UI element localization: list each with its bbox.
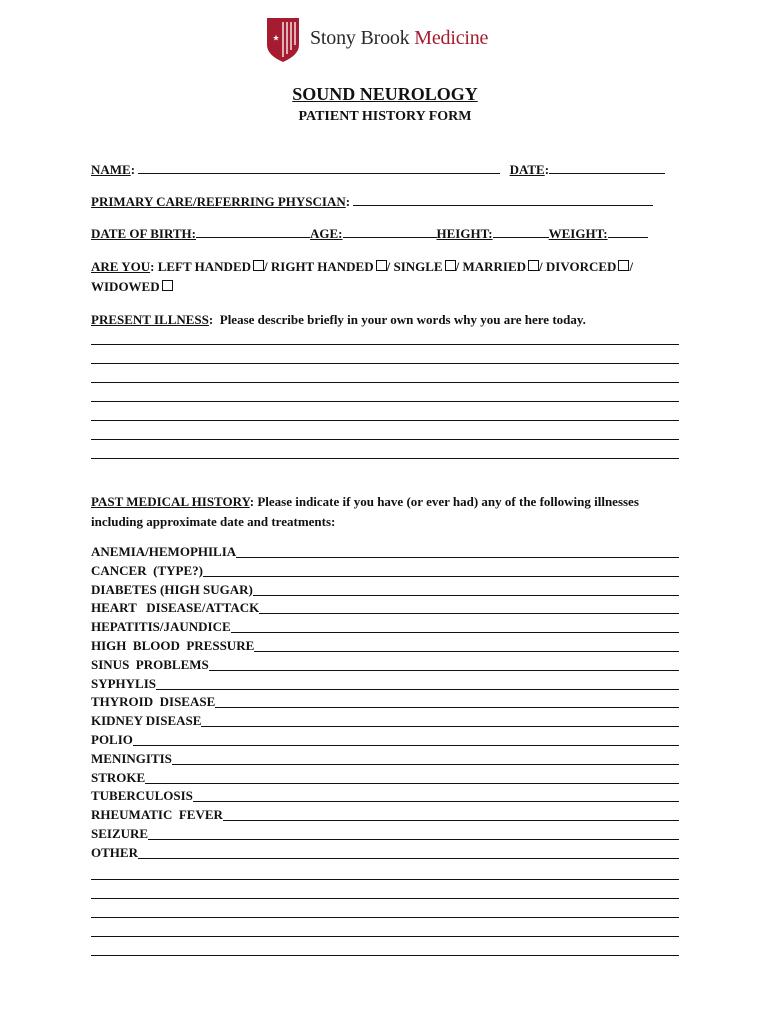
condition-label: CANCER (TYPE?) (91, 562, 203, 578)
condition-row (91, 788, 679, 804)
height-label: HEIGHT: (436, 226, 493, 241)
pmh-prompt-line1: Please indicate if you have (or ever had) any of the following illnesses (257, 494, 639, 509)
pmh-label: PAST MEDICAL HISTORY (91, 494, 250, 509)
condition-row (91, 770, 679, 786)
condition-label: HIGH BLOOD PRESSURE (91, 638, 255, 653)
condition-label: STROKE (91, 769, 146, 785)
condition-row (91, 713, 679, 729)
married-checkbox[interactable] (528, 260, 539, 271)
logo-wordmark (310, 27, 488, 50)
condition-label: THYROID DISEASE (91, 694, 216, 710)
condition-answer-line[interactable] (259, 601, 679, 614)
present-illness-prompt: Please describe briefly in your own words why you are here today. (219, 312, 586, 327)
condition-row (91, 845, 679, 861)
other-line[interactable] (91, 898, 679, 899)
age-label: AGE: (310, 226, 343, 241)
pmh-row: PAST MEDICAL HISTORY: Please indicate if you have (or ever had) any of the following illnesses (91, 494, 639, 509)
condition-answer-line[interactable] (253, 583, 679, 596)
right-handed-checkbox[interactable] (376, 260, 387, 271)
present-illness-line[interactable] (91, 458, 679, 459)
dob-field[interactable] (196, 225, 310, 238)
condition-label: SEIZURE (91, 826, 149, 841)
condition-answer-line[interactable] (254, 639, 679, 652)
present-illness-line[interactable] (91, 344, 679, 345)
condition-row (91, 563, 679, 579)
left-handed-checkbox[interactable] (253, 260, 264, 271)
condition-label: RHEUMATIC FEVER (91, 807, 223, 823)
present-illness-row: PRESENT ILLNESS: Please describe briefly in your own words why you are here today. (91, 312, 586, 327)
condition-answer-line[interactable] (231, 620, 679, 633)
condition-answer-line[interactable] (236, 545, 679, 558)
condition-row (91, 732, 679, 748)
condition-label: HEPATITIS/JAUNDICE (91, 619, 231, 635)
condition-label: TUBERCULOSIS (91, 788, 193, 804)
shield-logo-icon (264, 17, 302, 63)
present-illness-line[interactable] (91, 401, 679, 402)
condition-row (91, 694, 679, 710)
are-you-row-2 (91, 278, 681, 296)
age-field[interactable] (343, 225, 437, 238)
condition-row (91, 600, 679, 616)
option-married-label: MARRIED (462, 259, 527, 274)
name-field[interactable] (138, 161, 500, 174)
name-label: NAME (91, 162, 131, 177)
condition-answer-line[interactable] (203, 564, 679, 577)
condition-row (91, 676, 679, 692)
present-illness-line[interactable] (91, 439, 679, 440)
condition-label: SINUS PROBLEMS (91, 656, 209, 672)
physician-row: PRIMARY CARE/REFERRING PHYSCIAN: (91, 193, 681, 211)
weight-field[interactable] (608, 225, 648, 238)
single-checkbox[interactable] (445, 260, 456, 271)
condition-row (91, 544, 679, 560)
condition-label: ANEMIA/HEMOPHILIA (91, 544, 237, 559)
present-illness-label: PRESENT ILLNESS (91, 312, 209, 327)
condition-answer-line[interactable] (201, 714, 679, 727)
divorced-checkbox[interactable] (618, 260, 629, 271)
condition-answer-line[interactable] (156, 677, 679, 690)
are-you-row: ARE YOU: LEFT HANDED / RIGHT HANDED / SINGLE / MARRIED / DIVORCED / (91, 259, 634, 274)
option-divorced-label: DIVORCED (545, 259, 617, 274)
pmh-prompt-line2: including approximate date and treatments: (91, 514, 336, 529)
logo-word-stony-brook: Stony Brook (310, 27, 410, 49)
condition-answer-line[interactable] (223, 808, 679, 821)
other-line[interactable] (91, 936, 679, 937)
condition-row (91, 807, 679, 823)
condition-answer-line[interactable] (133, 733, 679, 746)
physician-label: PRIMARY CARE/REFERRING PHYSCIAN (91, 194, 346, 209)
condition-answer-line[interactable] (148, 827, 679, 840)
condition-label: DIABETES (HIGH SUGAR) (91, 581, 253, 597)
condition-answer-line[interactable] (193, 789, 679, 802)
name-date-row: NAME: DATE: (91, 161, 681, 179)
condition-label: SYPHYLIS (91, 675, 157, 691)
present-illness-line[interactable] (91, 382, 679, 383)
stony-brook-logo (264, 17, 524, 63)
condition-answer-line[interactable] (215, 695, 679, 708)
pmh-row-2 (91, 513, 681, 531)
vitals-row (91, 225, 681, 243)
condition-label: HEART DISEASE/ATTACK (91, 600, 260, 616)
option-widowed-label: WIDOWED (91, 279, 160, 294)
weight-label: WEIGHT: (548, 226, 608, 241)
present-illness-line[interactable] (91, 363, 679, 364)
condition-row (91, 826, 679, 842)
other-line[interactable] (91, 955, 679, 956)
other-line[interactable] (91, 879, 679, 880)
condition-answer-line[interactable] (209, 658, 679, 671)
physician-field[interactable] (353, 193, 653, 206)
logo-word-medicine: Medicine (414, 27, 489, 49)
condition-label: POLIO (91, 732, 133, 747)
dob-label: DATE OF BIRTH: (91, 226, 196, 241)
other-line[interactable] (91, 917, 679, 918)
date-field[interactable] (549, 161, 665, 174)
condition-answer-line[interactable] (172, 752, 679, 765)
condition-label: MENINGITIS (91, 750, 172, 766)
form-subtitle: PATIENT HISTORY FORM (298, 109, 472, 124)
height-field[interactable] (493, 225, 549, 238)
condition-row (91, 582, 679, 598)
date-label: DATE (509, 162, 545, 177)
condition-answer-line[interactable] (145, 771, 679, 784)
option-left-handed-label: LEFT HANDED (157, 259, 252, 274)
are-you-label: ARE YOU (91, 259, 151, 274)
condition-row (91, 619, 679, 635)
option-single-label: SINGLE (393, 259, 443, 274)
condition-row (91, 638, 679, 654)
condition-answer-line[interactable] (138, 846, 679, 859)
form-title: SOUND NEUROLOGY (292, 84, 478, 104)
option-right-handed-label: RIGHT HANDED (270, 259, 374, 274)
condition-label: OTHER (91, 844, 138, 860)
widowed-checkbox[interactable] (162, 280, 173, 291)
condition-row (91, 751, 679, 767)
condition-row (91, 657, 679, 673)
present-illness-line[interactable] (91, 420, 679, 421)
condition-label: KIDNEY DISEASE (91, 713, 202, 729)
